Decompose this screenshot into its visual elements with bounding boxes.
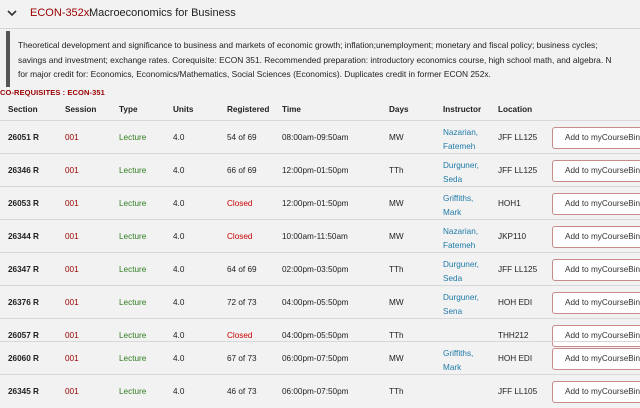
type-cell: Lecture xyxy=(119,298,147,307)
instructor-last-name[interactable]: Durguner, xyxy=(443,293,479,302)
add-to-coursebin-button[interactable]: Add to myCourseBin xyxy=(552,259,640,281)
description-line: for major credit for: Economics, Economics/Mathematics, Social Sciences (Economics). Duplicates credit in former ECON 252x. xyxy=(18,69,491,79)
type-cell: Lecture xyxy=(119,265,147,274)
instructor-link[interactable] xyxy=(443,126,503,154)
registered-cell: Closed xyxy=(227,232,253,241)
section-cell: 26345 R xyxy=(8,387,39,396)
type-cell: Lecture xyxy=(119,354,147,363)
course-code: ECON-352x: xyxy=(30,7,93,19)
type-cell: Lecture xyxy=(119,331,147,340)
time-cell: 04:00pm-05:50pm xyxy=(282,331,349,340)
location-cell: JKP110 xyxy=(498,232,527,241)
section-cell: 26057 R xyxy=(8,331,39,340)
header-session: Session xyxy=(65,105,97,114)
table-row xyxy=(0,120,640,154)
location-cell: THH212 xyxy=(498,331,529,340)
registered-cell: 54 of 69 xyxy=(227,133,257,142)
instructor-last-name[interactable]: Nazarian, xyxy=(443,128,479,137)
table-row xyxy=(0,153,640,187)
instructor-link[interactable] xyxy=(443,225,503,253)
units-cell: 4.0 xyxy=(173,232,185,241)
section-cell: 26051 R xyxy=(8,133,39,142)
header-registered: Registered xyxy=(227,105,270,114)
location-cell: JFF LL105 xyxy=(498,387,538,396)
table-row xyxy=(0,285,640,319)
instructor-link[interactable] xyxy=(443,192,503,220)
instructor-last-name[interactable]: Durguner, xyxy=(443,260,479,269)
header-units: Units xyxy=(173,105,194,114)
registered-cell: Closed xyxy=(227,331,253,340)
location-cell: JFF LL125 xyxy=(498,133,538,142)
registered-cell: 72 of 73 xyxy=(227,298,257,307)
days-cell: MW xyxy=(389,354,404,363)
section-cell: 26344 R xyxy=(8,232,39,241)
session-cell: 001 xyxy=(65,298,79,307)
location-cell: HOH EDI xyxy=(498,298,533,307)
type-cell: Lecture xyxy=(119,166,147,175)
registered-cell: 67 of 73 xyxy=(227,354,257,363)
session-cell: 001 xyxy=(65,387,79,396)
description-line: savings and investment; exchange rates. Corequisite: ECON 351. Recommended preparation: introductory economics course, high school math, and algebra. N xyxy=(18,54,612,65)
time-cell: 02:00pm-03:50pm xyxy=(282,265,349,274)
course-header[interactable] xyxy=(0,0,640,29)
instructor-link[interactable] xyxy=(443,347,503,375)
type-cell: Lecture xyxy=(119,199,147,208)
section-cell: 26060 R xyxy=(8,354,39,363)
units-cell: 4.0 xyxy=(173,133,185,142)
registered-cell: 66 of 69 xyxy=(227,166,257,175)
days-cell: MW xyxy=(389,232,404,241)
instructor-link[interactable] xyxy=(443,159,503,187)
instructor-first-name[interactable]: Fatemeh xyxy=(443,142,476,151)
instructor-first-name[interactable]: Fatemeh xyxy=(443,241,476,250)
days-cell: TTh xyxy=(389,265,404,274)
add-to-coursebin-button[interactable]: Add to myCourseBin xyxy=(552,325,640,347)
section-cell: 26347 R xyxy=(8,265,39,274)
session-cell: 001 xyxy=(65,265,79,274)
add-to-coursebin-button[interactable]: Add to myCourseBin xyxy=(552,160,640,182)
units-cell: 4.0 xyxy=(173,354,185,363)
instructor-last-name[interactable]: Griffiths, xyxy=(443,349,474,358)
table-row xyxy=(0,219,640,253)
instructor-first-name[interactable]: Seda xyxy=(443,274,463,283)
table-row xyxy=(0,374,640,408)
header-time: Time xyxy=(282,105,301,114)
registered-cell: 46 of 73 xyxy=(227,387,257,396)
days-cell: TTh xyxy=(389,387,404,396)
header-days: Days xyxy=(389,105,409,114)
time-cell: 10:00am-11:50am xyxy=(282,232,348,241)
location-cell: JFF LL125 xyxy=(498,166,538,175)
corequisites: CO-REQUISITES : ECON-351 xyxy=(0,88,105,97)
time-cell: 06:00pm-07:50pm xyxy=(282,354,349,363)
course-description xyxy=(6,31,640,87)
section-cell: 26053 R xyxy=(8,199,39,208)
add-to-coursebin-button[interactable]: Add to myCourseBin xyxy=(552,348,640,370)
header-location: Location xyxy=(498,105,533,114)
table-header xyxy=(0,102,640,120)
type-cell: Lecture xyxy=(119,387,147,396)
instructor-first-name[interactable]: Sena xyxy=(443,307,463,316)
header-instructor: Instructor xyxy=(443,105,482,114)
chevron-down-icon[interactable] xyxy=(6,7,18,19)
time-cell: 04:00pm-05:50pm xyxy=(282,298,349,307)
location-cell: HOH1 xyxy=(498,199,521,208)
units-cell: 4.0 xyxy=(173,387,185,396)
time-cell: 08:00am-09:50am xyxy=(282,133,349,142)
location-cell: HOH EDI xyxy=(498,354,533,363)
registered-cell: Closed xyxy=(227,199,253,208)
add-to-coursebin-button[interactable]: Add to myCourseBin xyxy=(552,292,640,314)
type-cell: Lecture xyxy=(119,232,147,241)
location-cell: JFF LL125 xyxy=(498,265,538,274)
time-cell: 12:00pm-01:50pm xyxy=(282,199,349,208)
instructor-last-name[interactable]: Durguner, xyxy=(443,161,479,170)
time-cell: 06:00pm-07:50pm xyxy=(282,387,349,396)
add-to-coursebin-button[interactable]: Add to myCourseBin xyxy=(552,193,640,215)
instructor-link[interactable] xyxy=(443,291,503,319)
header-type: Type xyxy=(119,105,138,114)
units-cell: 4.0 xyxy=(173,166,185,175)
instructor-last-name[interactable]: Griffiths, xyxy=(443,194,474,203)
session-cell: 001 xyxy=(65,354,79,363)
instructor-last-name[interactable]: Nazarian, xyxy=(443,227,479,236)
description-line: Theoretical development and significance to business and markets of economic growth; inflation;unemployment; monetary and fiscal policy; business cycles; xyxy=(18,40,598,50)
units-cell: 4.0 xyxy=(173,199,185,208)
units-cell: 4.0 xyxy=(173,331,185,340)
add-to-coursebin-button[interactable]: Add to myCourseBin xyxy=(552,127,640,149)
add-to-coursebin-button[interactable]: Add to myCourseBin xyxy=(552,226,640,248)
units-cell: 4.0 xyxy=(173,298,185,307)
instructor-first-name[interactable]: Mark xyxy=(443,208,462,217)
days-cell: TTh xyxy=(389,166,404,175)
table-row xyxy=(0,186,640,220)
days-cell: TTh xyxy=(389,331,404,340)
add-to-coursebin-button[interactable]: Add to myCourseBin xyxy=(552,381,640,403)
table-row xyxy=(0,341,640,375)
session-cell: 001 xyxy=(65,166,79,175)
days-cell: MW xyxy=(389,298,404,307)
table-row xyxy=(0,252,640,286)
instructor-link[interactable] xyxy=(443,258,503,286)
section-cell: 26346 R xyxy=(8,166,39,175)
session-cell: 001 xyxy=(65,133,79,142)
section-cell: 26376 R xyxy=(8,298,39,307)
session-cell: 001 xyxy=(65,232,79,241)
time-cell: 12:00pm-01:50pm xyxy=(282,166,349,175)
instructor-first-name[interactable]: Seda xyxy=(443,175,463,184)
registered-cell: 64 of 69 xyxy=(227,265,257,274)
header-section: Section xyxy=(8,105,38,114)
course-title: Macroeconomics for Business xyxy=(89,7,236,19)
session-cell: 001 xyxy=(65,331,79,340)
days-cell: MW xyxy=(389,133,404,142)
type-cell: Lecture xyxy=(119,133,147,142)
instructor-first-name[interactable]: Mark xyxy=(443,363,462,372)
days-cell: MW xyxy=(389,199,404,208)
session-cell: 001 xyxy=(65,199,79,208)
units-cell: 4.0 xyxy=(173,265,185,274)
